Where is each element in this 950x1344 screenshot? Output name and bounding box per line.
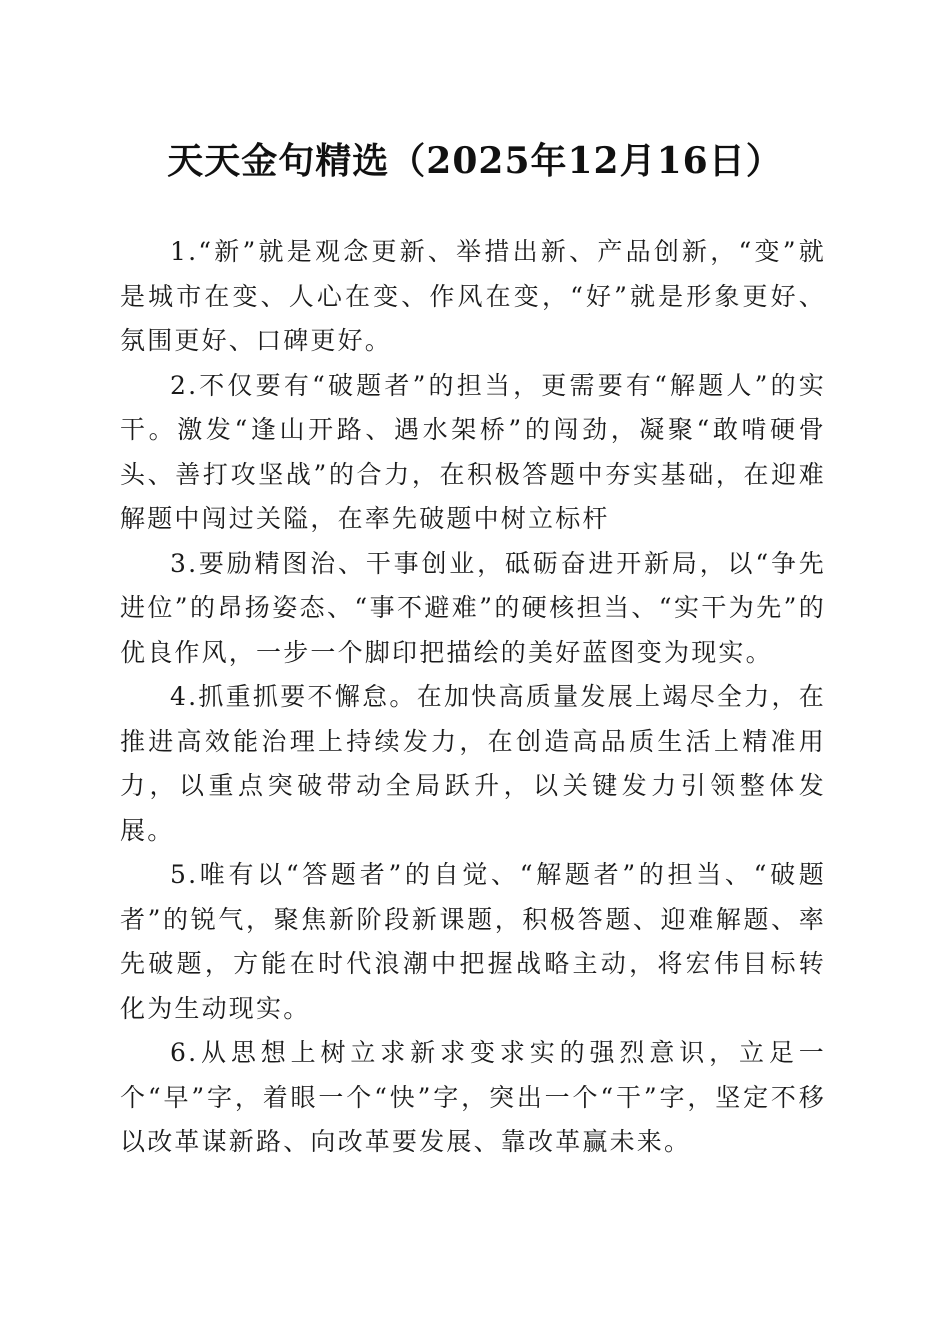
paragraph-1: 1.“新”就是观念更新、举措出新、产品创新，“变”就是城市在变、人心在变、作风在变，“好”就是形象更好、氛围更好、口碑更好。: [120, 237, 826, 355]
paragraph-4: 4.抓重抓要不懈怠。在加快高质量发展上竭尽全力，在推进高效能治理上持续发力，在创造高品质生活上精准用力，以重点突破带动全局跃升，以关键发力引领整体发展。: [120, 682, 826, 845]
document-body: [120, 230, 826, 1165]
paragraph-3: 3.要励精图治、干事创业，砥砺奋进开新局，以“争先进位”的昂扬姿态、“事不避难”的硬核担当、“实干为先”的优良作风，一步一个脚印把描绘的美好蓝图变为现实。: [120, 548, 826, 667]
paragraph-2: 2.不仅要有“破题者”的担当，更需要有“解题人”的实干。激发“逢山开路、遇水架桥”的闯劲，凝聚“敢啃硬骨头、善打攻坚战”的合力，在积极答题中夯实基础，在迎难解题中闯过关隘，在率先破题中树立标杆: [120, 370, 826, 533]
paragraph-6: 6.从思想上树立求新求变求实的强烈意识，立足一个“早”字，着眼一个“快”字，突出一个“干”字，坚定不移以改革谋新路、向改革要发展、靠改革赢未来。: [120, 1038, 826, 1156]
document-title: 天天金句精选（2025年12月16日）: [167, 140, 783, 182]
paragraph-5: 5.唯有以“答题者”的自觉、“解题者”的担当、“破题者”的锐气，聚焦新阶段新课题，积极答题、迎难解题、率先破题，方能在时代浪潮中把握战略主动，将宏伟目标转化为生动现实。: [120, 860, 826, 1023]
